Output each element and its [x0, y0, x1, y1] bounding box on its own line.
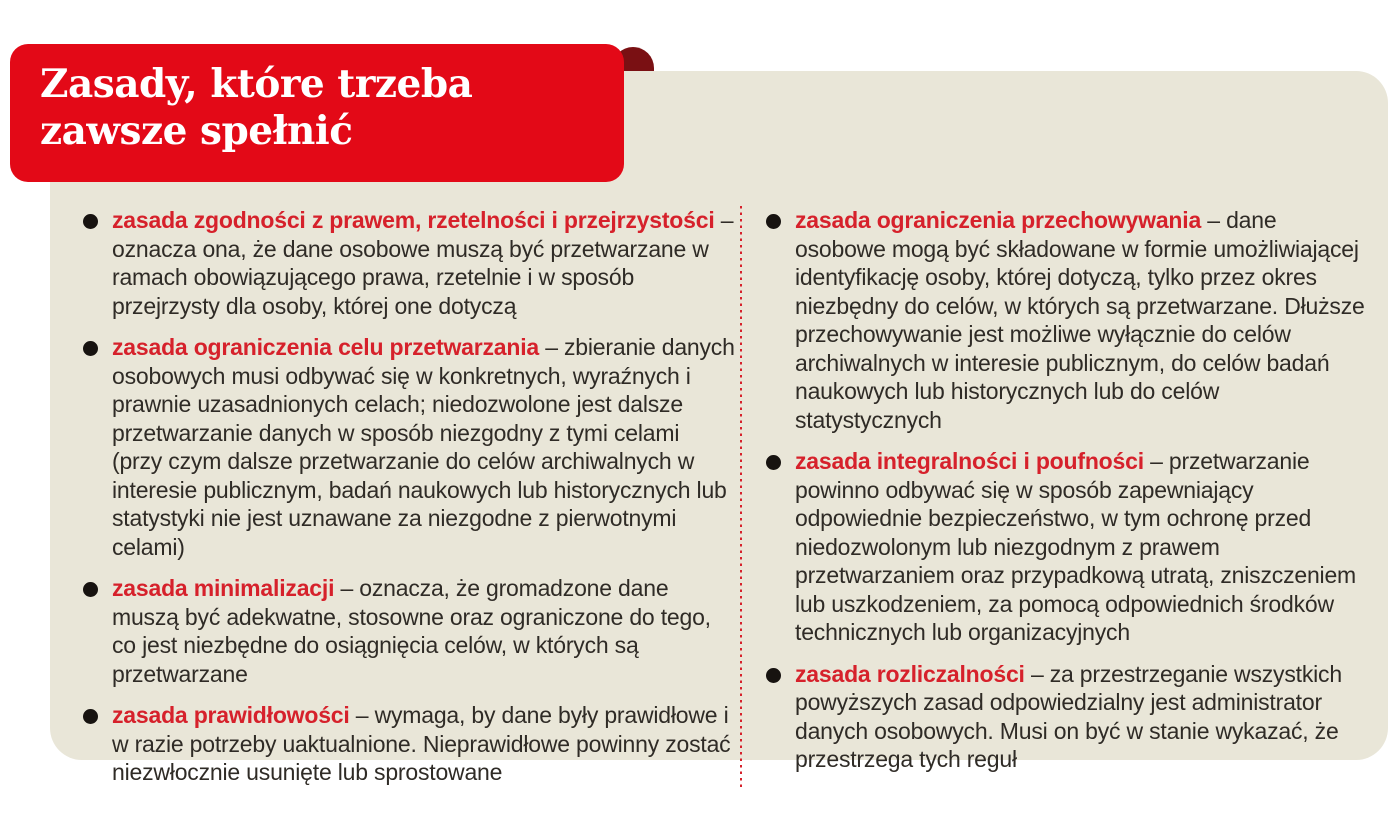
principle-name: zasada prawidłowości [112, 702, 350, 728]
principle-text [112, 701, 735, 787]
page-title-line-2: zawsze spełnić [40, 108, 353, 154]
bullet-dot [83, 709, 98, 724]
principle-item [83, 574, 735, 688]
page-title-line-1: Zasady, które trzeba [40, 61, 473, 107]
principle-description: – oznacza, że gromadzone dane muszą być adekwatne, stosowne oraz ograniczone do tego, co jest niezbędne do osiągnięcia celów, w których są przetwarzane [112, 575, 711, 687]
principle-item [83, 333, 735, 561]
principle-item [766, 206, 1372, 434]
principle-text [112, 574, 735, 688]
principle-text [795, 206, 1372, 434]
principle-description: – dane osobowe mogą być składowane w formie umożliwiającej identyfikację osoby, której dotyczą, tylko przez okres niezbędny do celów, w których są przetwarzane. Dłuższe przechowywanie jest możliwe wyłącznie do celów archiwalnych w interesie publicznym, do celów badań naukowych lub historycznych lub do celów statystycznych [795, 207, 1365, 433]
principle-text [112, 333, 735, 561]
principle-name: zasada zgodności z prawem, rzetelności i przejrzystości [112, 207, 715, 233]
principle-name: zasada ograniczenia celu przetwarzania [112, 334, 540, 360]
principle-name: zasada minimalizacji [112, 575, 335, 601]
principle-description: – za przestrzeganie wszystkich powyższych zasad odpowiedzialny jest administrator danych osobowych. Musi on być w stanie wykazać, że przestrzega tych reguł [795, 660, 1342, 772]
principle-description: – przetwarzanie powinno odbywać się w sposób zapewniający odpowiednie bezpieczeństwo, w tym ochronę przed niedozwolonym lub niezgodnym z prawem przetwarzaniem oraz przypadkową utratą, zniszczeniem lub uszkodzeniem, za pomocą odpowiednich środków technicznych lub organizacyjnych [795, 448, 1357, 645]
principle-text [795, 447, 1372, 647]
principle-item [83, 206, 735, 320]
principle-name: zasada integralności i poufności [795, 448, 1144, 474]
principle-description: – wymaga, by dane były prawidłowe i w razie potrzeby uaktualnione. Nieprawidłowe powinny zostać niezwłocznie usunięte lub sprostowane [112, 702, 731, 785]
principle-description: – oznacza ona, że dane osobowe muszą być przetwarzane w ramach obowiązującego prawa, rzetelnie i w sposób przejrzysty dla osoby, której one dotyczą [112, 207, 734, 319]
title-ribbon [10, 44, 624, 182]
principles-columns [83, 206, 1375, 787]
principle-item [83, 701, 735, 787]
bullet-dot [766, 214, 781, 229]
principle-text [112, 206, 735, 320]
principles-column-right [766, 206, 1372, 787]
column-divider [740, 206, 742, 787]
principle-name: zasada ograniczenia przechowywania [795, 207, 1202, 233]
principle-description: – zbieranie danych osobowych musi odbywać się w konkretnych, wyraźnych i prawnie uzasadnionych celach; niedozwolone jest dalsze przetwarzanie danych w sposób niezgodny z tymi celami (przy czym dalsze przetwarzanie do celów archiwalnych w interesie publicznym, badań naukowych lub historycznych lub statystyki nie jest uznawane za niezgodne z pierwotnymi celami) [112, 334, 735, 560]
bullet-dot [83, 341, 98, 356]
bullet-dot [766, 455, 781, 470]
principle-text [795, 660, 1372, 774]
bullet-dot [83, 214, 98, 229]
bullet-dot [766, 668, 781, 683]
principle-item [766, 447, 1372, 647]
bullet-dot [83, 582, 98, 597]
principle-name: zasada rozliczalności [795, 660, 1025, 687]
principles-column-left [83, 206, 735, 787]
principle-item [766, 660, 1372, 774]
